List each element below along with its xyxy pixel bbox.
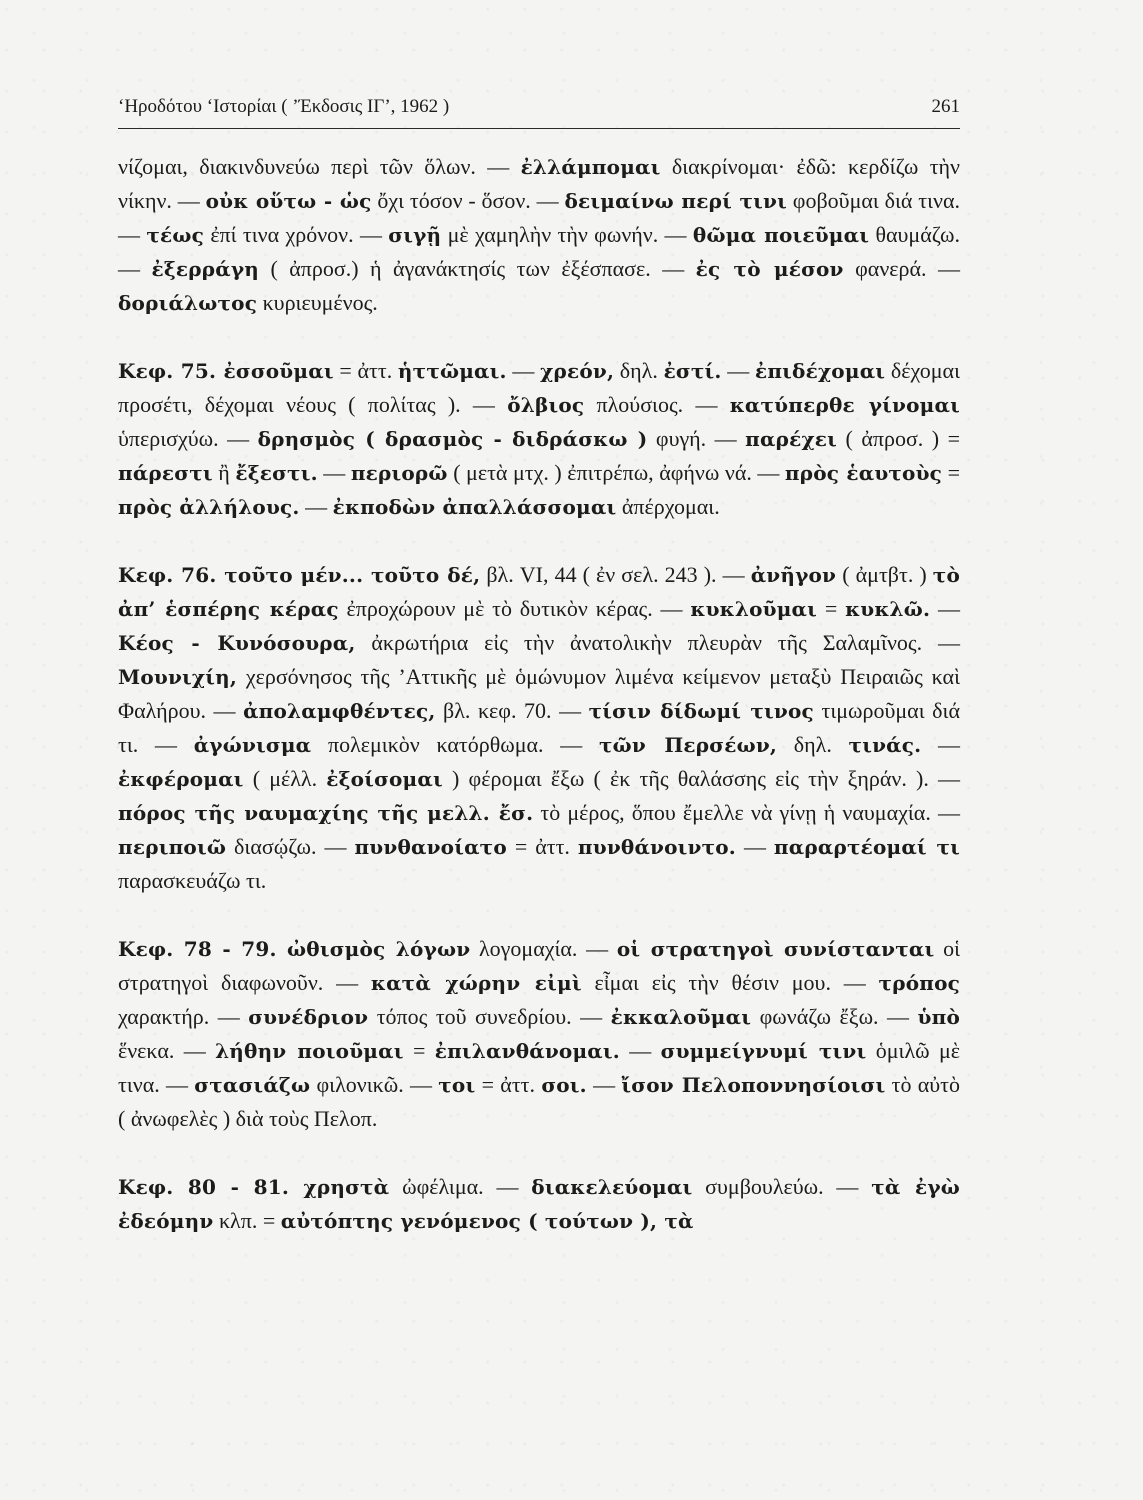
lemma: παρέχει: [745, 427, 838, 451]
gloss: φοβοῦμαι διά τινα. —: [118, 188, 961, 247]
gloss: =: [942, 460, 960, 485]
lemma: περιορῶ: [350, 461, 448, 485]
lemma: τέως: [146, 223, 204, 247]
lemma: κατύπερθε γίνομαι: [729, 393, 960, 417]
lemma: ἐς τὸ μέσον: [695, 257, 844, 281]
lemma: ἴσον Πελοποννησίοισι: [621, 1073, 886, 1097]
gloss: =: [817, 596, 846, 621]
lemma: ἐκποδὼν ἀπαλλάσσομαι: [332, 495, 617, 519]
gloss: ἐπροχώρουν μὲ τὸ δυτικὸν κέρας. —: [338, 596, 691, 621]
gloss: τιμωροῦμαι διά τι. —: [118, 698, 960, 757]
gloss: ἀκρωτήρια εἰς τὴν ἀνατολικὴν πλευρὰν τῆς Σαλαμῖνος. —: [355, 630, 961, 655]
paragraph-chapter-80-81: [118, 1170, 960, 1238]
lemma: τίσιν δίδωμί τινος: [588, 699, 814, 723]
lemma: ἐλλάμπομαι: [520, 155, 661, 179]
lemma: Κέος - Κυνόσουρα,: [118, 631, 356, 655]
lemma: δρησμὸς ( δρασμὸς - διδράσκω ): [257, 427, 648, 451]
gloss: διακρίνομαι· ἐδῶ: κερδίζω τὴν νίκην. —: [118, 154, 961, 213]
lemma: κυκλοῦμαι: [690, 597, 817, 621]
lemma: χρεόν,: [540, 359, 615, 383]
gloss: —: [506, 358, 541, 383]
lemma: ἐκκαλοῦμαι: [610, 1005, 752, 1029]
header-title: ‘Ηροδότου ‘Ιστορίαι ( ’Έκδοσις ΙΓ’, 1962 ): [118, 96, 450, 117]
lemma: λήθην ποιοῦμαι: [215, 1039, 404, 1063]
gloss: ὠφέλιμα. —: [389, 1174, 532, 1199]
gloss: ὁμιλῶ μὲ τινα. —: [118, 1038, 960, 1097]
lemma: τοι: [438, 1073, 476, 1097]
gloss: οἱ στρατηγοὶ διαφωνοῦν. —: [118, 936, 961, 995]
gloss: = ἀττ.: [506, 834, 578, 859]
lemma: πρὸς ἀλλήλους.: [118, 495, 300, 519]
lemma: κατὰ χώρην εἰμὶ: [370, 971, 582, 995]
gloss: κυριευμένος.: [257, 290, 378, 315]
gloss: ἐπί τινα χρόνον. —: [203, 222, 389, 247]
gloss: δηλ.: [777, 732, 849, 757]
gloss: ( ἀπροσ.) ἡ ἀγανάκτησίς των ἐξέσπασε. —: [258, 256, 696, 281]
gloss: ὑπερισχύω. —: [118, 426, 258, 451]
lemma: κυκλῶ.: [845, 597, 931, 621]
lemma: ἀγώνισμα: [193, 733, 312, 757]
lemma: πάρεστι: [118, 461, 213, 485]
lemma: συμμείγνυμί τινι: [660, 1039, 867, 1063]
lemma: πόρος τῆς ναυμαχίης τῆς μελλ. ἔσ.: [118, 801, 534, 825]
gloss: διασῴζω. —: [226, 834, 355, 859]
gloss: —: [299, 494, 333, 519]
gloss: λογομαχία. —: [470, 936, 617, 961]
gloss: δηλ.: [614, 358, 664, 383]
gloss: θαυμάζω. —: [118, 222, 961, 281]
gloss: πολεμικὸν κατόρθωμα. —: [311, 732, 599, 757]
gloss: =: [403, 1038, 435, 1063]
lemma: πρὸς ἑαυτοὺς: [784, 461, 943, 485]
gloss: χερσόνησος τῆς ’Αττικῆς μὲ ὁμώνυμον λιμένα κείμενον μεταξὺ Πειραιῶς καὶ Φαλήρου. —: [118, 664, 960, 723]
lemma: οὐκ οὕτω - ὡς: [205, 189, 372, 213]
gloss: ἀπέρχομαι.: [616, 494, 720, 519]
gloss: ) φέρομαι ἔξω ( ἐκ τῆς θαλάσσης εἰς τὴν ξηράν. ). —: [442, 766, 960, 791]
lemma: πυνθανοίατο: [354, 835, 507, 859]
lemma: ὄλβιος: [507, 393, 585, 417]
gloss: ( ἀπροσ. ) =: [837, 426, 960, 451]
commentary-body: [118, 150, 960, 1238]
lemma: δειμαίνω περί τινι: [564, 189, 787, 213]
gloss: κλπ. =: [213, 1208, 281, 1233]
paragraph-chapter-75: [118, 354, 960, 524]
lemma: Μουνιχίη,: [118, 665, 238, 689]
gloss: φανερά. —: [843, 256, 960, 281]
lemma: πυνθάνοιντο.: [577, 835, 736, 859]
gloss: παρασκευάζω τι.: [118, 868, 267, 893]
gloss: νίζομαι, διακινδυνεύω περὶ τῶν ὅλων. —: [118, 154, 521, 179]
gloss: ἢ: [212, 460, 236, 485]
lemma: ἡττῶμαι.: [397, 359, 507, 383]
lemma: ὑπὸ: [917, 1005, 960, 1029]
lemma: συνέδριον: [248, 1005, 369, 1029]
gloss: φιλονικῶ. —: [310, 1072, 439, 1097]
lemma: διακελεύομαι: [531, 1175, 693, 1199]
gloss: βλ. VI, 44 ( ἐν σελ. 243 ). —: [480, 562, 751, 587]
gloss: χαρακτήρ. —: [118, 1004, 249, 1029]
gloss: μὲ χαμηλὴν τὴν φωνήν. —: [441, 222, 693, 247]
gloss: = ἀττ.: [475, 1072, 542, 1097]
gloss: δέχομαι προσέτι, δέχομαι νέους ( πολίτας ). —: [118, 358, 960, 417]
gloss: —: [586, 1072, 622, 1097]
gloss: ἕνεκα. —: [118, 1038, 216, 1063]
lemma: σιγῇ: [388, 223, 442, 247]
lemma: τῶν Περσέων,: [598, 733, 778, 757]
lemma: θῶμα ποιεῦμαι: [692, 223, 870, 247]
gloss: φωνάζω ἔξω. —: [751, 1004, 918, 1029]
lemma: ἐπιλανθάνομαι.: [434, 1039, 620, 1063]
lemma: στασιάζω: [194, 1073, 311, 1097]
lemma: περιποιῶ: [118, 835, 227, 859]
gloss: = ἀττ.: [333, 358, 398, 383]
lemma: τὰ ἐγὼ ἐδεόμην: [118, 1175, 960, 1233]
gloss: —: [930, 596, 960, 621]
lemma: ἐπιδέχομαι: [754, 359, 886, 383]
gloss: τὸ μέρος, ὅπου ἔμελλε νὰ γίνῃ ἡ ναυμαχία. —: [533, 800, 960, 825]
gloss: εἶμαι εἰς τὴν θέσιν μου. —: [581, 970, 879, 995]
lemma: παραρτέομαί τι: [773, 835, 960, 859]
lemma: Κεφ. 78 - 79. ὠθισμὸς λόγων: [118, 937, 471, 961]
lemma: Κεφ. 76. τοῦτο μέν... τοῦτο δέ,: [118, 563, 481, 587]
lemma: ἀνῆγον: [750, 563, 837, 587]
gloss: ὄχι τόσον - ὅσον. —: [371, 188, 565, 213]
lemma: ἐξερράγη: [151, 257, 259, 281]
gloss: —: [721, 358, 755, 383]
lemma: ἐστί.: [663, 359, 722, 383]
lemma: τρόπος: [878, 971, 961, 995]
gloss: ( μέλλ.: [243, 766, 327, 791]
lemma: σοι.: [541, 1073, 587, 1097]
lemma: οἱ στρατηγοὶ συνίστανται: [616, 937, 935, 961]
gloss: συμβουλεύω. —: [692, 1174, 872, 1199]
paragraph-intro: [118, 150, 960, 320]
lemma: τὸ ἀπ’ ἑσπέρης κέρας: [118, 563, 960, 621]
gloss: τόπος τοῦ συνεδρίου. —: [368, 1004, 611, 1029]
lemma: ἐκφέρομαι: [118, 767, 244, 791]
paragraph-chapter-76: [118, 558, 960, 898]
lemma: δοριάλωτος: [118, 291, 258, 315]
lemma: τινάς.: [848, 733, 922, 757]
lemma: Κεφ. 80 - 81. χρηστὰ: [118, 1175, 390, 1199]
running-header: [118, 96, 960, 129]
gloss: φυγή. —: [647, 426, 746, 451]
gloss: πλούσιος. —: [584, 392, 730, 417]
gloss: ( μετὰ μτχ. ) ἐπιτρέπω, ἀφήνω νά. —: [447, 460, 785, 485]
gloss: —: [619, 1038, 661, 1063]
gloss: —: [921, 732, 961, 757]
lemma: ἀπολαμφθέντες,: [243, 699, 436, 723]
gloss: ( ἀμτβτ. ): [836, 562, 933, 587]
lemma: ἔξεστι.: [235, 461, 318, 485]
gloss: —: [735, 834, 774, 859]
gloss: —: [317, 460, 351, 485]
gloss: τὸ αὐτὸ ( ἀνωφελὲς ) διὰ τοὺς Πελοπ.: [118, 1072, 961, 1131]
paragraph-chapter-78-79: [118, 932, 960, 1136]
page-number: 261: [931, 96, 960, 117]
lemma: αὐτόπτης γενόμενος ( τούτων ), τὰ: [280, 1209, 694, 1233]
lemma: ἐξοίσομαι: [326, 767, 443, 791]
lemma: Κεφ. 75. ἐσσοῦμαι: [118, 359, 334, 383]
gloss: βλ. κεφ. 70. —: [435, 698, 589, 723]
